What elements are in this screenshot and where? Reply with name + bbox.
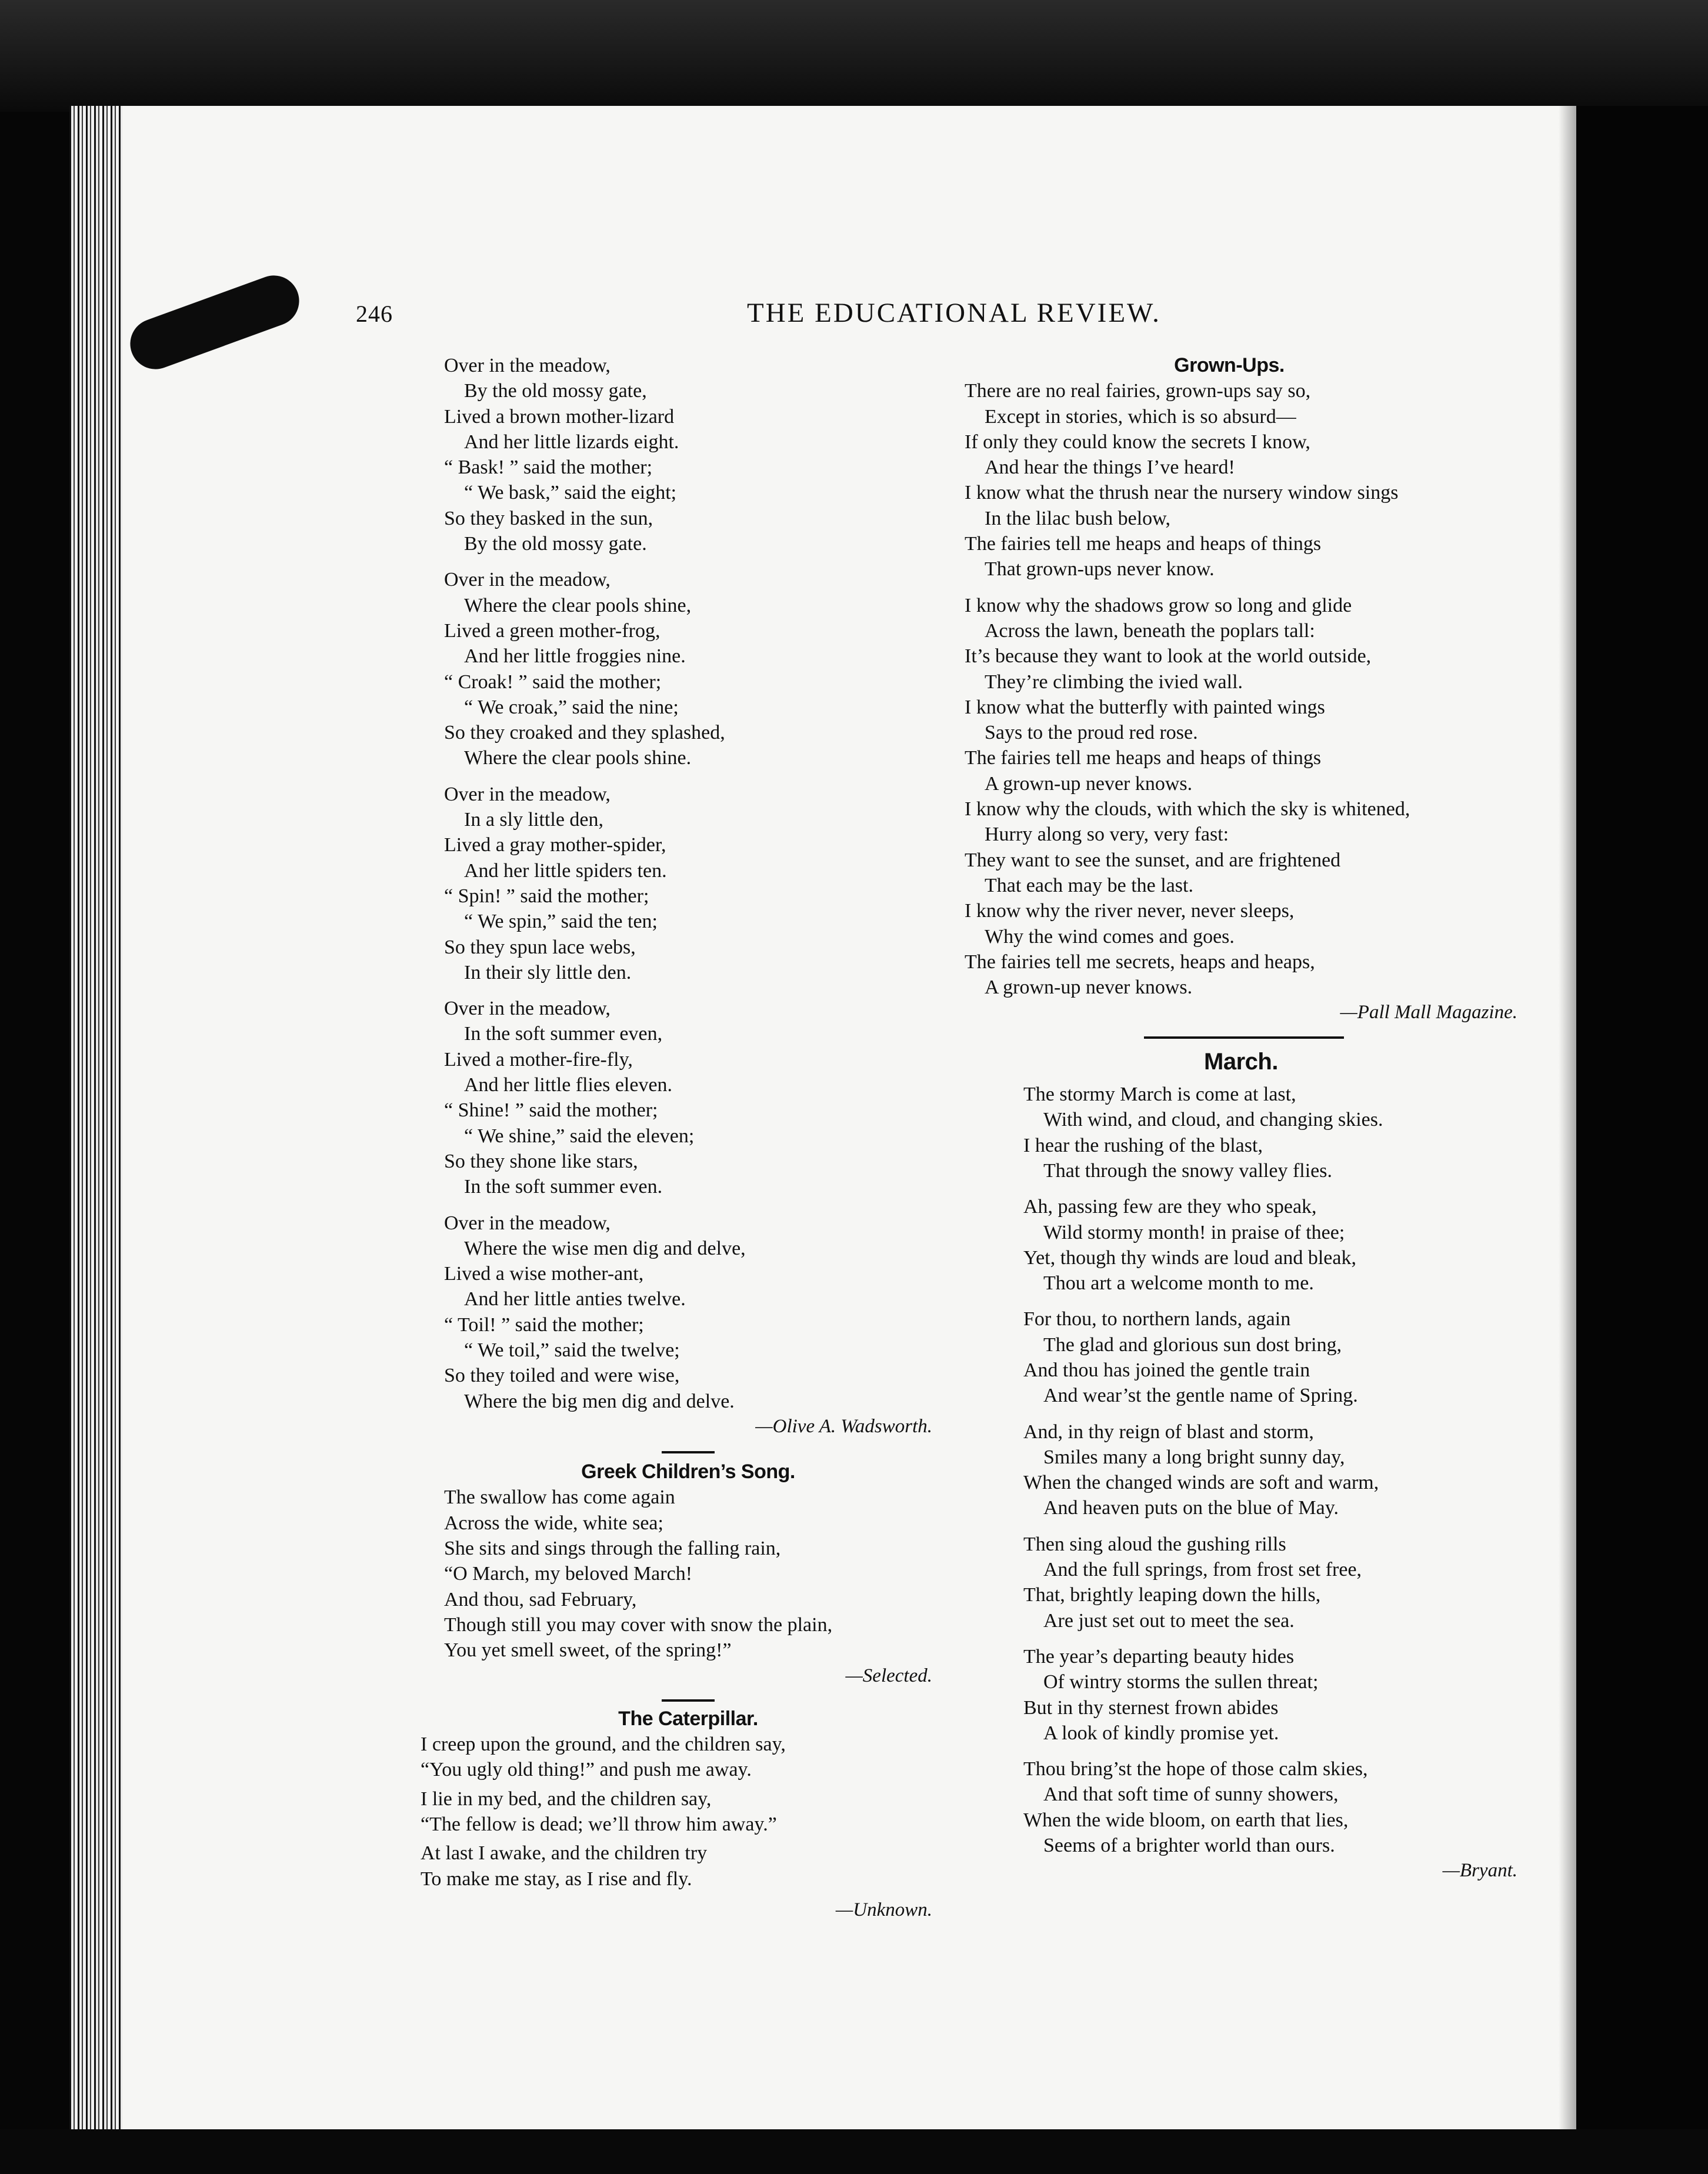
scan-background-bottom <box>0 2129 1708 2174</box>
poem-line: “ We croak,” said the nine; <box>464 696 679 718</box>
poem-line: But in thy sternest frown abides <box>1023 1696 1279 1719</box>
poem-line: A grown-up never knows. <box>985 976 1193 999</box>
poem-line: “O March, my beloved March! <box>444 1563 693 1585</box>
poem-line: For thou, to northern lands, again <box>1023 1308 1291 1331</box>
poem-line: Lived a mother-fire-fly, <box>444 1048 633 1071</box>
poem-line: I know why the shadows grow so long and glide <box>965 594 1352 616</box>
meadow-stanza-4 <box>444 996 932 1199</box>
poem-line: Over in the meadow, <box>444 1212 611 1234</box>
journal-title: THE EDUCATIONAL REVIEW. <box>747 298 1161 328</box>
poem-line: So they shone like stars, <box>444 1150 638 1172</box>
scan-background-top <box>0 0 1708 112</box>
poem-line: “ We spin,” said the ten; <box>464 911 658 933</box>
poem-line: The glad and glorious sun dost bring, <box>1043 1333 1342 1356</box>
poem-grown-ups <box>965 353 1517 1026</box>
poem-line: The fairies tell me heaps and heaps of things <box>965 747 1322 769</box>
poem-line: And hear the things I’ve heard! <box>985 456 1235 479</box>
poem-line: So they croaked and they splashed, <box>444 722 725 744</box>
poem-line: Are just set out to meet the sea. <box>1043 1609 1295 1632</box>
poem-line: Thou art a welcome month to me. <box>1043 1272 1314 1295</box>
attribution: —Selected. <box>845 1665 932 1686</box>
poem-greek-childrens-song <box>444 1459 932 1689</box>
page-number: 246 <box>356 301 393 327</box>
poem-line: You yet smell sweet, of the spring!” <box>444 1639 732 1662</box>
poem-line: When the changed winds are soft and warm, <box>1023 1472 1379 1494</box>
poem-line: Says to the proud red rose. <box>985 722 1198 744</box>
poem-line: The fairies tell me secrets, heaps and heaps, <box>965 951 1315 973</box>
poem-line: In the soft summer even. <box>464 1176 663 1198</box>
poem-line: A grown-up never knows. <box>985 772 1193 795</box>
poem-title: March. <box>1204 1048 1278 1075</box>
poem-line: Lived a wise mother-ant, <box>444 1263 644 1285</box>
poem-line: At last I awake, and the children try <box>421 1842 708 1865</box>
poem-over-in-the-meadow <box>444 353 932 1439</box>
poem-line: And her little flies eleven. <box>464 1074 673 1096</box>
poem-title: Greek Children’s Song. <box>581 1461 795 1483</box>
poem-line: They’re climbing the ivied wall. <box>985 671 1243 693</box>
poem-line: Lived a gray mother-spider, <box>444 834 666 856</box>
poem-line: Where the clear pools shine. <box>464 747 692 769</box>
attribution: —Pall Mall Magazine. <box>1340 1002 1517 1023</box>
poem-line: “ Spin! ” said the mother; <box>444 885 649 907</box>
right-column <box>965 353 1517 1884</box>
poem-line: And thou has joined the gentle train <box>1023 1359 1310 1381</box>
poem-line: So they basked in the sun, <box>444 507 653 529</box>
book-page-edges <box>69 106 122 2159</box>
poem-march <box>965 1049 1517 1884</box>
poem-line: Where the clear pools shine, <box>464 594 692 616</box>
poem-line: When the wide bloom, on earth that lies, <box>1023 1809 1349 1831</box>
poem-line: That, brightly leaping down the hills, <box>1023 1584 1321 1606</box>
poem-line: Wild stormy month! in praise of thee; <box>1043 1221 1345 1243</box>
poem-line: So they spun lace webs, <box>444 936 636 958</box>
poem-line: Seems of a brighter world than ours. <box>1043 1835 1335 1857</box>
poem-line: Lived a brown mother-lizard <box>444 405 675 428</box>
poem-line: In the lilac bush below, <box>985 507 1170 529</box>
meadow-stanza-3 <box>444 782 932 985</box>
poem-line: A look of kindly promise yet. <box>1043 1722 1279 1744</box>
poem-line: The year’s departing beauty hides <box>1023 1645 1295 1668</box>
poem-line: And, in thy reign of blast and storm, <box>1023 1421 1314 1443</box>
poem-line: Lived a green mother-frog, <box>444 619 660 642</box>
attribution: —Unknown. <box>835 1899 932 1920</box>
poem-line: The swallow has come again <box>444 1486 675 1509</box>
poem-line: And her little spiders ten. <box>464 859 667 882</box>
poem-line: “You ugly old thing!” and push me away. <box>421 1759 752 1781</box>
poem-line: Of wintry storms the sullen threat; <box>1043 1671 1319 1693</box>
poem-line: Across the wide, white sea; <box>444 1512 663 1534</box>
poem-line: Smiles many a long bright sunny day, <box>1043 1446 1345 1468</box>
poem-line: The fairies tell me heaps and heaps of things <box>965 533 1322 555</box>
scan-background-right <box>1576 106 1708 2174</box>
poem-line: I hear the rushing of the blast, <box>1023 1134 1263 1156</box>
poem-line: By the old mossy gate. <box>464 533 647 555</box>
poem-line: I know what the thrush near the nursery window sings <box>965 482 1399 504</box>
poem-line: “ We bask,” said the eight; <box>464 482 677 504</box>
poem-line: “ We shine,” said the eleven; <box>464 1125 695 1147</box>
poem-line: Yet, though thy winds are loud and bleak, <box>1023 1246 1356 1269</box>
left-column <box>421 353 932 1923</box>
poem-line: “ Bask! ” said the mother; <box>444 456 653 479</box>
poem-line: Though still you may cover with snow the plain, <box>444 1613 833 1636</box>
poem-line: I know why the river never, never sleeps, <box>965 900 1295 922</box>
poem-line: And wear’st the gentle name of Spring. <box>1043 1385 1358 1407</box>
poem-line: She sits and sings through the falling rain, <box>444 1538 781 1560</box>
poem-line: Over in the meadow, <box>444 998 611 1020</box>
attribution: —Olive A. Wadsworth. <box>755 1415 932 1437</box>
poem-line: And her little anties twelve. <box>464 1288 686 1311</box>
poem-line: Except in stories, which is so absurd— <box>985 405 1296 428</box>
poem-line: That through the snowy valley flies. <box>1043 1159 1333 1182</box>
poem-line: I creep upon the ground, and the children say, <box>421 1733 786 1756</box>
poem-line: To make me stay, as I rise and fly. <box>421 1868 692 1890</box>
meadow-stanza-2 <box>444 567 932 771</box>
poem-line: And thou, sad February, <box>444 1588 637 1611</box>
poem-line: And the full springs, from frost set free, <box>1043 1559 1362 1581</box>
poem-line: If only they could know the secrets I know, <box>965 431 1310 453</box>
poem-line: “The fellow is dead; we’ll throw him away.” <box>421 1813 777 1836</box>
poem-line: I know what the butterfly with painted wings <box>965 696 1325 718</box>
poem-line: “ We toil,” said the twelve; <box>464 1339 680 1361</box>
poem-line: And her little froggies nine. <box>464 645 686 668</box>
poem-line: With wind, and cloud, and changing skies. <box>1043 1109 1383 1131</box>
poem-line: Over in the meadow, <box>444 569 611 591</box>
poem-line: It’s because they want to look at the world outside, <box>965 645 1372 668</box>
poem-line: “ Shine! ” said the mother; <box>444 1099 658 1122</box>
poem-line: Ah, passing few are they who speak, <box>1023 1196 1317 1218</box>
poem-line: I lie in my bed, and the children say, <box>421 1788 712 1810</box>
meadow-stanza-1 <box>444 353 932 556</box>
poem-line: In their sly little den. <box>464 961 632 983</box>
poem-line: Where the wise men dig and delve, <box>464 1237 746 1259</box>
poem-line: By the old mossy gate, <box>464 380 647 402</box>
poem-line: Then sing aloud the gushing rills <box>1023 1533 1286 1555</box>
meadow-stanza-5 <box>444 1211 932 1414</box>
poem-line: Over in the meadow, <box>444 783 611 805</box>
poem-line: The stormy March is come at last, <box>1023 1083 1296 1106</box>
poem-line: I know why the clouds, with which the sky is whitened, <box>965 798 1410 821</box>
poem-line: Across the lawn, beneath the poplars tall: <box>985 619 1315 642</box>
poem-line: And heaven puts on the blue of May. <box>1043 1497 1339 1519</box>
poem-the-caterpillar <box>421 1706 932 1923</box>
attribution: —Bryant. <box>1442 1860 1517 1882</box>
poem-line: Hurry along so very, very fast: <box>985 823 1229 846</box>
poem-line: That each may be the last. <box>985 874 1193 896</box>
poem-line: In a sly little den, <box>464 809 604 831</box>
poem-line: In the soft summer even, <box>464 1023 663 1045</box>
poem-line: And that soft time of sunny showers, <box>1043 1783 1339 1806</box>
poem-line: “ Croak! ” said the mother; <box>444 671 662 693</box>
poem-line: “ Toil! ” said the mother; <box>444 1313 644 1336</box>
poem-line: Why the wind comes and goes. <box>985 925 1235 948</box>
poem-title: The Caterpillar. <box>618 1707 758 1730</box>
poem-title: Grown-Ups. <box>1174 354 1285 376</box>
poem-line: There are no real fairies, grown-ups say so, <box>965 380 1311 402</box>
poem-line: So they toiled and were wise, <box>444 1365 680 1387</box>
poem-line: That grown-ups never know. <box>985 558 1215 581</box>
poem-line: Over in the meadow, <box>444 355 611 376</box>
poem-line: Thou bring’st the hope of those calm skies, <box>1023 1758 1368 1780</box>
poem-line: They want to see the sunset, and are frightened <box>965 849 1341 871</box>
poem-line: And her little lizards eight. <box>464 431 679 453</box>
poem-line: Where the big men dig and delve. <box>464 1390 735 1412</box>
